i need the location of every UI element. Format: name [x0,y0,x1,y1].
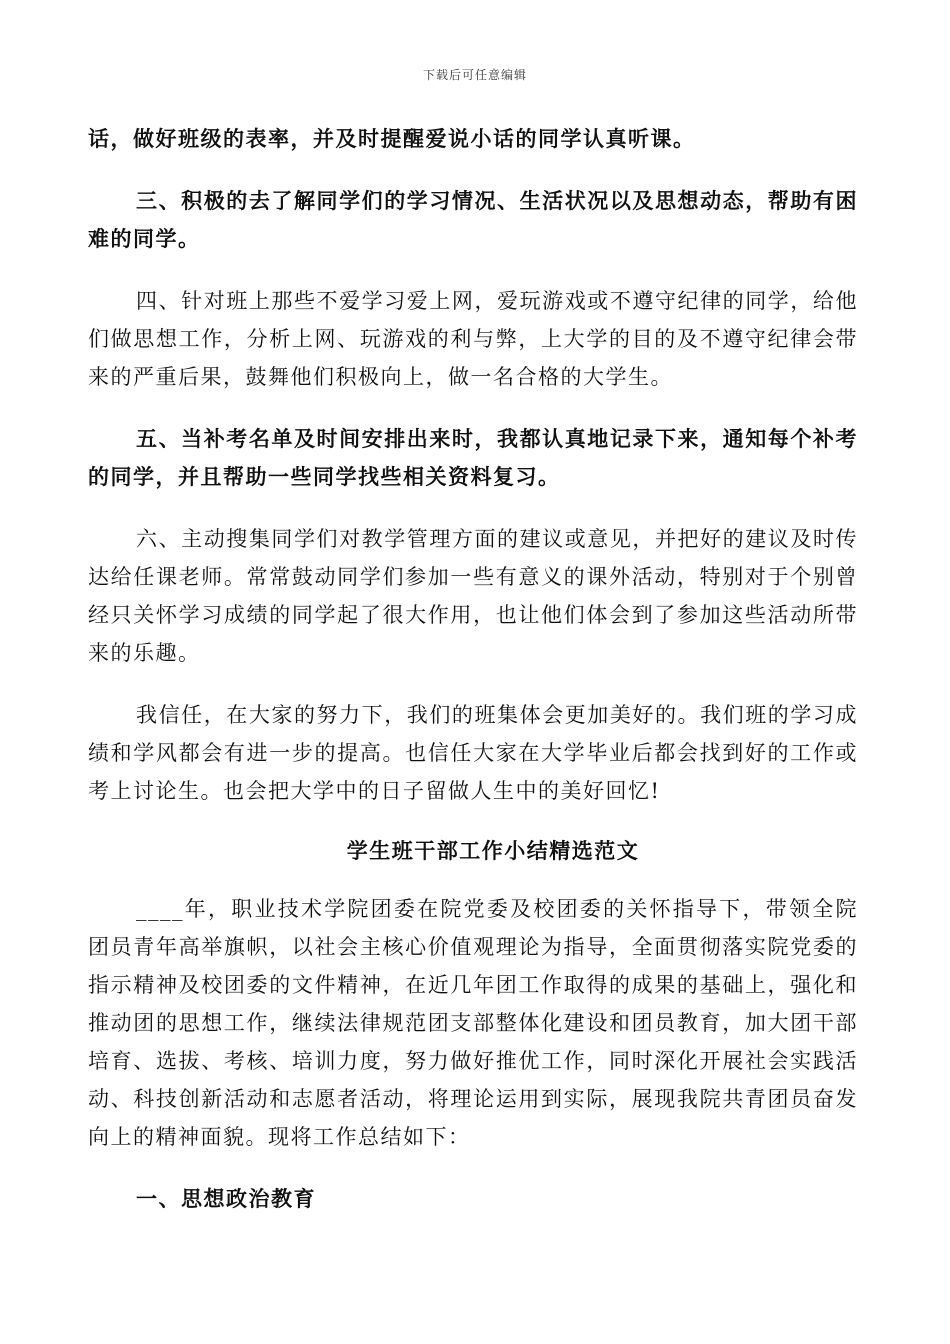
section-title: 学生班干部工作小结精选范文 [346,838,640,863]
paragraph-item-5: 五、当补考名单及时间安排出来时，我都认真地记录下来，通知每个补考的同学，并且帮助一些同学找些相关资料复习。 [88,426,858,489]
paragraph-item-6: 六、主动搜集同学们对教学管理方面的建议或意见，并把好的建议及时传达给任课老师。常常鼓动同学们参加一些有意义的课外活动，特别对于个别曾经只关怀学习成绩的同学起了很大作用，也让他们体会到了参加这些活动所带来的乐趣。 [88,527,858,665]
paragraph-conclusion: 我信任，在大家的努力下，我们的班集体会更加美好的。我们班的学习成绩和学风都会有进一步的提高。也信任大家在大学毕业后都会找到好的工作或考上讨论生。也会把大学中的日子留做人生中的美好回忆! [88,703,858,803]
paragraph-intro: ____年，职业技术学院团委在院党委及校团委的关怀指导下，带领全院团员青年高举旗帜，以社会主核心价值观理论为指导，全面贯彻落实院党委的指示精神及校团委的文件精神，在近几年团工作取得的成果的基础上，强化和推动团的思想工作，继续法律规范团支部整体化建设和团员教育，加大团干部培育、选拔、考核、培训力度，努力做好推优工作，同时深化开展社会实践活动、科技创新活动和志愿者活动，将理论运用到实际，展现我院共青团员奋发向上的精神面貌。现将工作总结如下： [88,897,858,1149]
paragraph-item-4: 四、针对班上那些不爱学习爱上网，爱玩游戏或不遵守纪律的同学，给他们做思想工作，分析上网、玩游戏的利与弊，上大学的目的及不遵守纪律会带来的严重后果，鼓舞他们积极向上，做一名合格的大学生。 [88,289,858,389]
paragraph-item-3: 三、积极的去了解同学们的学习情况、生活状况以及思想动态，帮助有困难的同学。 [88,188,858,251]
section-heading-1: 一、思想政治教育 [136,1186,316,1211]
document-body [88,120,858,1218]
page-header-note: 下载后可任意编辑 [422,68,527,82]
paragraph-continuation: 话，做好班级的表率，并及时提醒爱说小话的同学认真听课。 [88,126,696,151]
